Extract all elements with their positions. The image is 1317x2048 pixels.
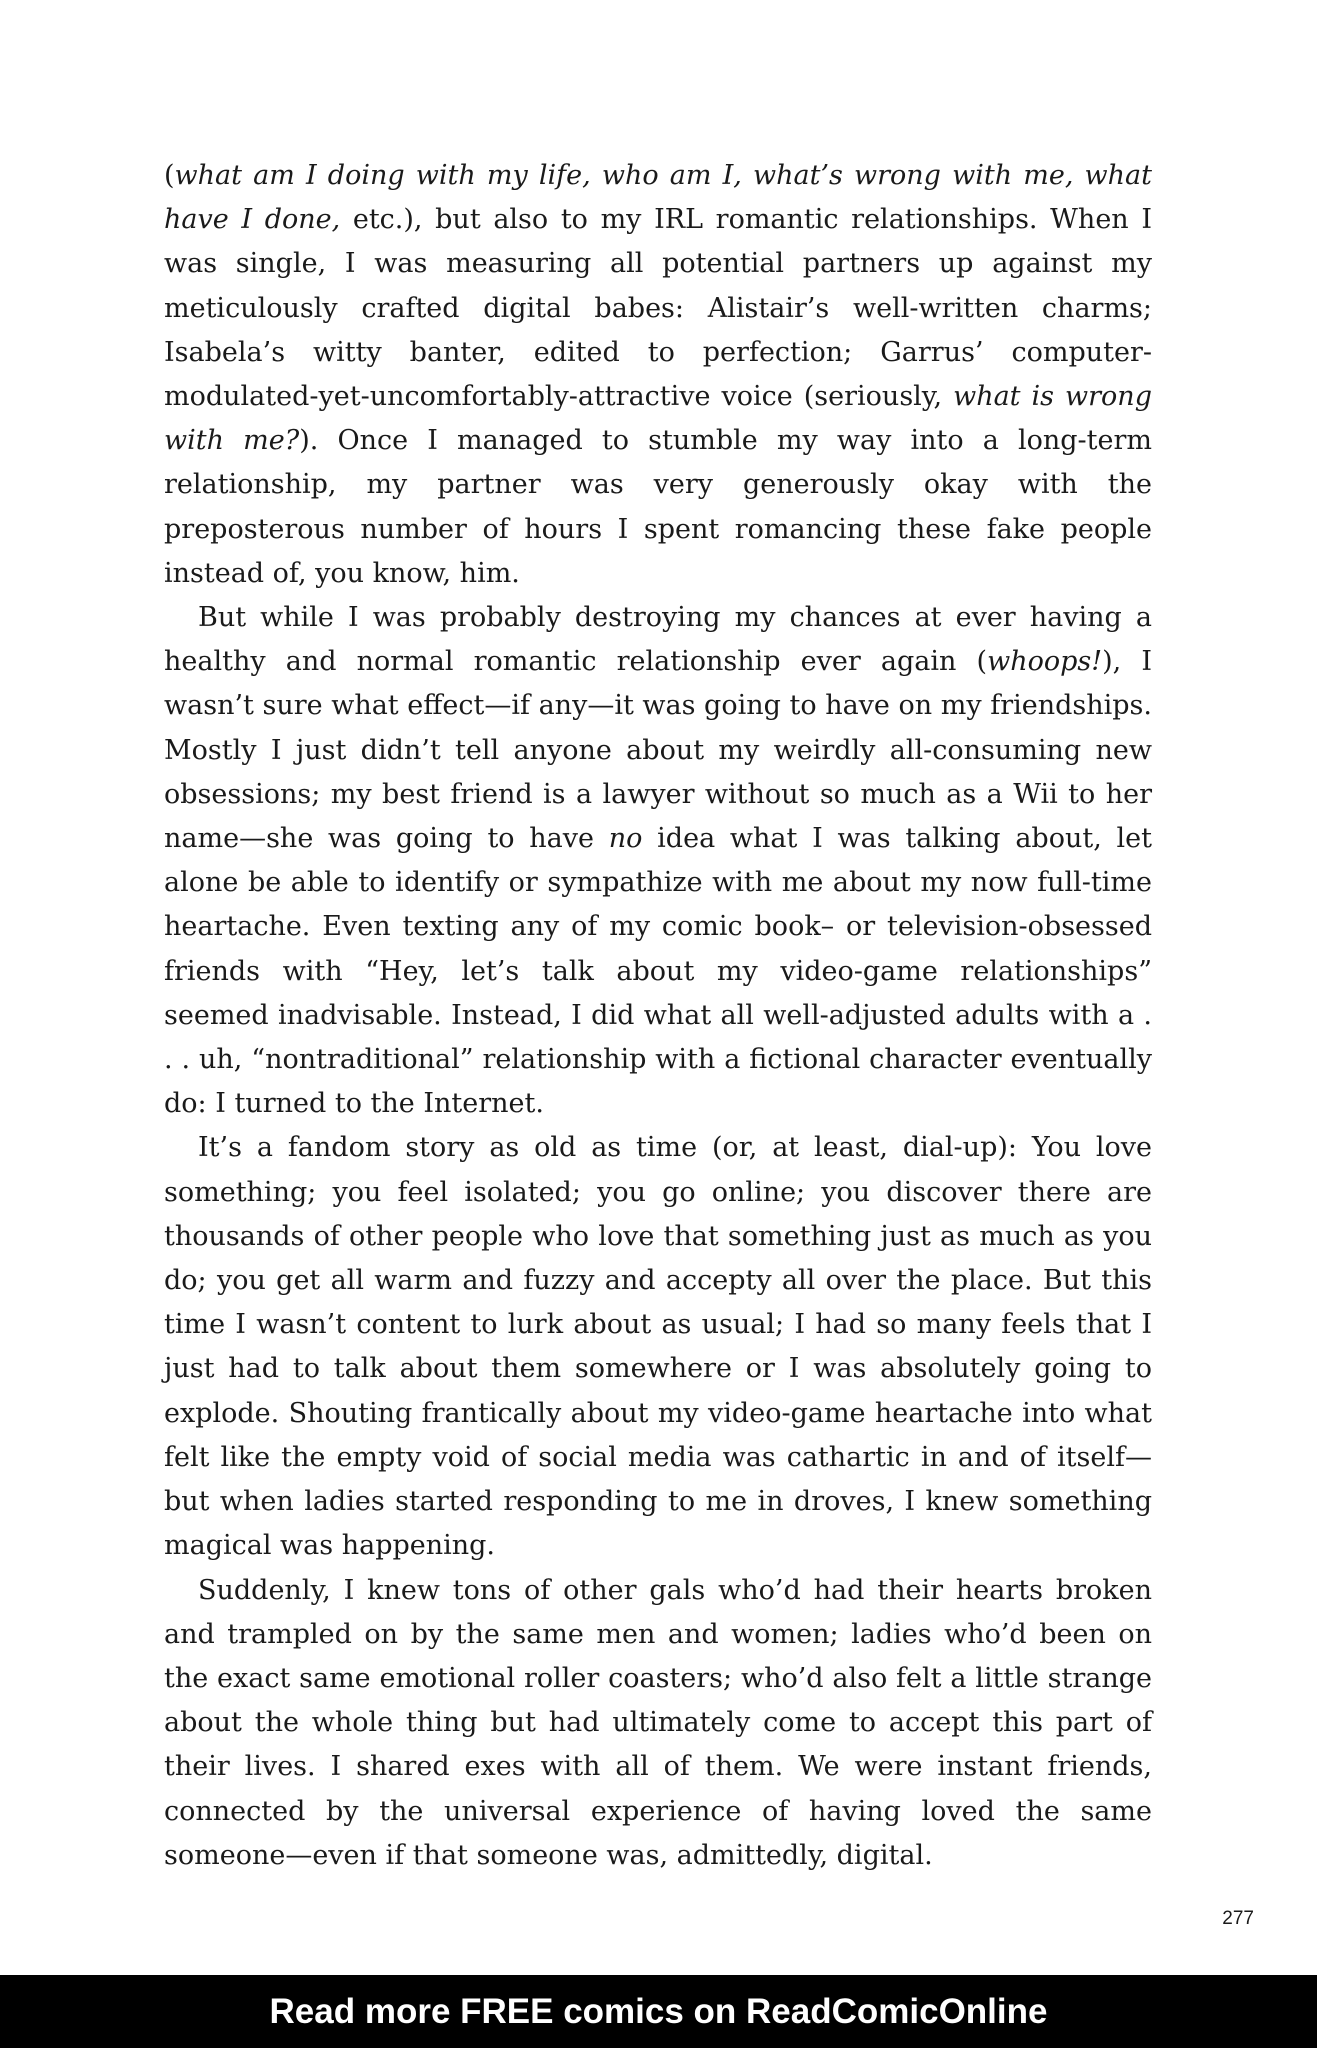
- text-segment: etc.), but also to my IRL romantic relationships. When I was single, I was measuring all potential partners up against my meticulously crafted digital babes: Alistair’s well-written charms; Isabela’s witty banter, edited to perfection; Garrus’ computer-modulated-yet-uncomfortably-attractive voice (seriously,: [164, 204, 1152, 413]
- paragraph: [164, 154, 1152, 596]
- text-segment: (: [164, 160, 175, 191]
- body-text: [164, 154, 1152, 1878]
- paragraph: [164, 596, 1152, 1126]
- paragraph: [164, 1569, 1152, 1878]
- text-segment: Suddenly, I knew tons of other gals who’d had their hearts broken and trampled on by the same men and women; ladies who’d been on the exact same emotional roller coasters; who’d also felt a little strange about the whole thing but had ultimately come to accept this part of their lives. I shared exes with all of them. We were instant friends, connected by the universal experience of having loved the same someone—even if that someone was, admittedly, digital.: [164, 1574, 1152, 1871]
- text-segment: idea what I was talking about, let alone be able to identify or sympathize with me about my now full-time heartache. Even texting any of my comic book– or television-obsessed friends with “Hey, let’s talk about my video-game relationships” seemed inadvisable. Instead, I did what all well-adjusted adults with a . . . uh, “nontraditional” relationship with a fictional character eventually do: I turned to the Internet.: [164, 823, 1152, 1120]
- text-segment: ), I wasn’t sure what effect—if any—it was going to have on my friendships. Mostly I just didn’t tell anyone about my weirdly all-consuming new obsessions; my best friend is a lawyer without so much as a Wii to her name—she was going to have: [164, 646, 1153, 855]
- italic-text-segment: what am I doing with my life, who am I, what’s wrong with me, what have I done,: [164, 160, 1152, 236]
- italic-text-segment: whoops!: [987, 646, 1103, 678]
- promo-banner[interactable]: [0, 1975, 1317, 2048]
- text-segment: It’s a fandom story as old as time (or, at least, dial-up): You love something; you feel isolated; you go online; you discover there are thousands of other people who love that something just as much as you do; you get all warm and fuzzy and accepty all over the place. But this time I wasn’t content to lurk about as usual; I had so many feels that I just had to talk about them somewhere or I was absolutely going to explode. Shouting frantically about my video-game heartache into what felt like the empty void of social media was cathartic in and of itself—but when ladies started responding to me in droves, I knew something magical was happening.: [164, 1132, 1152, 1562]
- promo-banner-link[interactable]: Read more FREE comics on ReadComicOnline: [269, 1991, 1048, 2031]
- paragraph: [164, 1126, 1152, 1568]
- italic-text-segment: no: [608, 823, 643, 855]
- text-segment: But while I was probably destroying my chances at ever having a healthy and normal romantic relationship ever again (: [164, 602, 1152, 678]
- italic-text-segment: what is wrong with me?: [164, 381, 1152, 457]
- page-number: 277: [1222, 1908, 1254, 1929]
- text-segment: ). Once I managed to stumble my way into a long-term relationship, my partner was very generously okay with the preposterous number of hours I spent romancing these fake people instead of, you know, him.: [164, 425, 1153, 589]
